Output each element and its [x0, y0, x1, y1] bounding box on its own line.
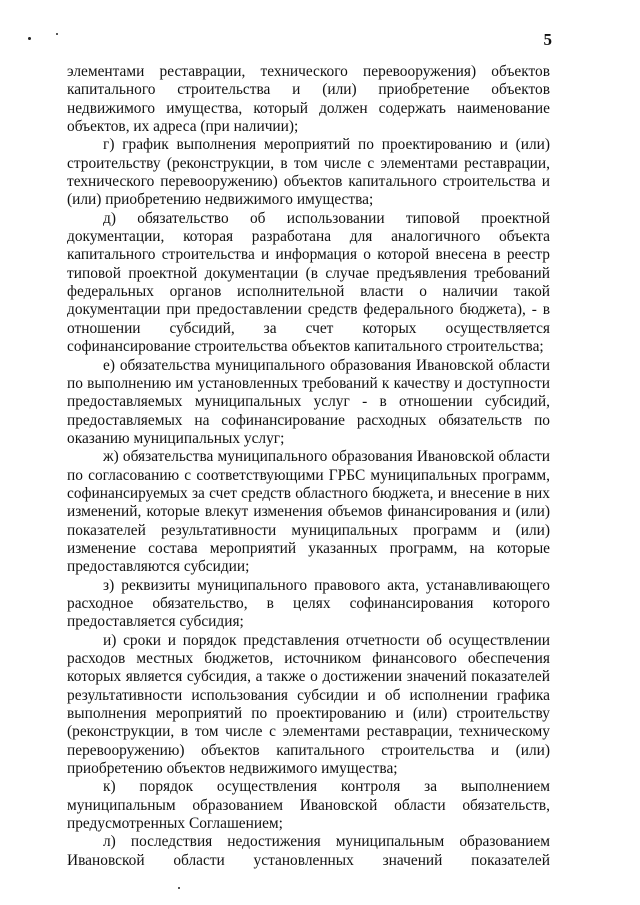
paragraph-e-service-quality: е) обязательства муниципального образования Ивановской области по выполнению им установленных требований к качеству и доступности предоставляемых муниципальных услуг - в отношении субсидий, предоставляемых на софинансирование расходных обязательств по оказанию муниципальных услуг; — [67, 356, 550, 447]
paragraph-i-reporting: и) сроки и порядок представления отчетности об осуществлении расходов местных бюджетов, источником финансового обеспечения которых является субсидия, а также о достижении значений показателей результативности использования субсидии и об исполнении графика выполнения мероприятий по проектированию и (или) строительству (реконструкции, в том числе с элементами реставрации, техническому перевооружению) объектов капитального строительства и (или) приобретению объектов недвижимого имущества; — [67, 631, 550, 778]
paragraph-l-consequences: л) последствия недостижения муниципальным образованием Ивановской области установленных значений показателей — [67, 833, 550, 869]
paragraph-g-schedule: г) график выполнения мероприятий по проектированию и (или) строительству (реконструкции, в том числе с элементами реставрации, технического перевооружению) объектов капитального строительства и (или) приобретению недвижимого имущества; — [67, 136, 550, 209]
paragraph-z-legal-act: з) реквизиты муниципального правового акта, устанавливающего расходное обязательство, в целях софинансирования которого предоставляется субсидия; — [67, 576, 550, 631]
scan-speck — [28, 37, 31, 40]
document-body — [67, 63, 550, 870]
page-number: 5 — [543, 30, 552, 49]
scan-speck — [56, 33, 58, 35]
paragraph-continuation: элементами реставрации, технического перевооружения) объектов капитального строительства и (или) приобретение объектов недвижимого имущества, который должен содержать наименование объектов, их адреса (при наличии); — [67, 63, 550, 136]
paragraph-zh-program-approval: ж) обязательства муниципального образования Ивановской области по согласованию с соответствующими ГРБС муниципальных программ, софинансируемых за счет средств областного бюджета, и внесение в них изменений, которые влекут изменения объемов финансирования и (или) показателей результативности муниципальных программ и (или) изменение состава мероприятий указанных программ, на которые предоставляются субсидии; — [67, 448, 550, 576]
scan-speck — [178, 887, 180, 889]
paragraph-k-control: к) порядок осуществления контроля за выполнением муниципальным образованием Ивановской области обязательств, предусмотренных Соглашением; — [67, 778, 550, 833]
paragraph-d-typical-documentation: д) обязательство об использовании типовой проектной документации, которая разработана для аналогичного объекта капитального строительства и информация о которой внесена в реестр типовой проектной документации (в случае предъявления требований федеральных органов исполнительной власти о наличии такой документации при предоставлении средств федерального бюджета), - в отношении субсидий, за счет которых осуществляется софинансирование строительства объектов капитального строительства; — [67, 209, 550, 356]
